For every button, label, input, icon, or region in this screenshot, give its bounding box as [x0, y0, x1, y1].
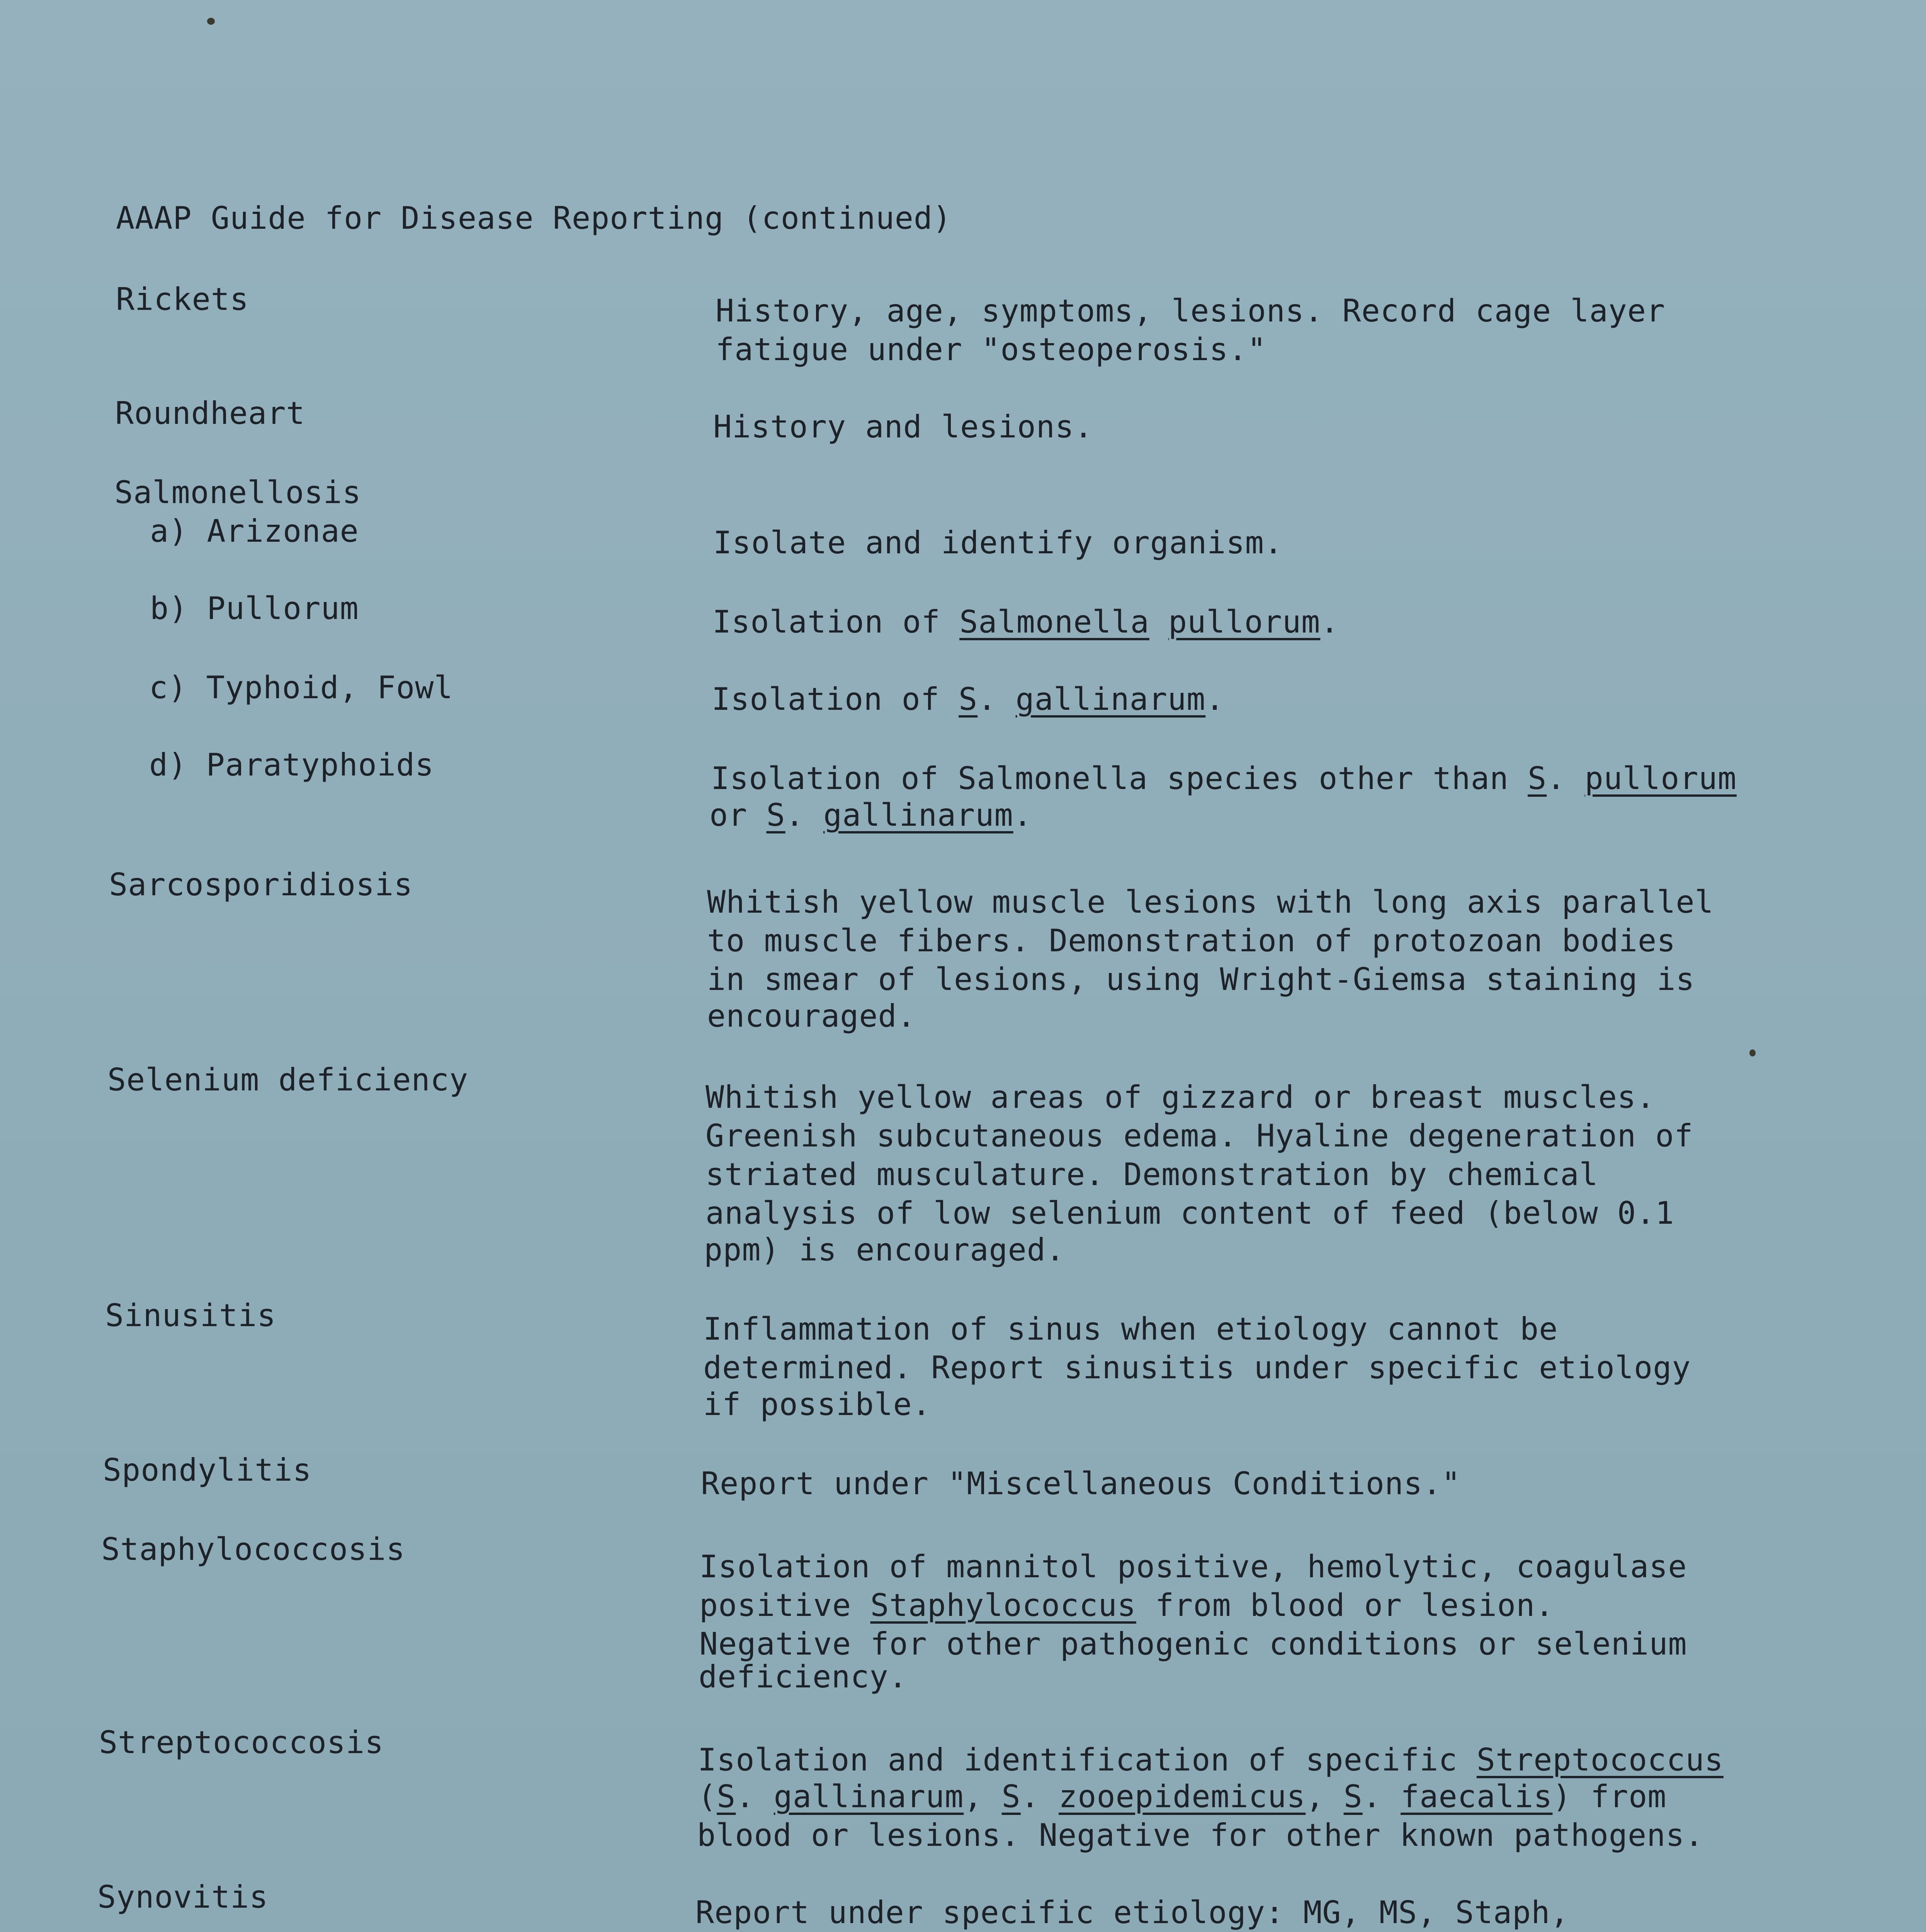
- desc-typhoid-line-1: [712, 680, 1224, 719]
- desc-spondylitis-line-1: Report under "Miscellaneous Conditions.": [701, 1466, 1461, 1502]
- term-paratyphoids: d) Paratyphoids: [149, 747, 434, 783]
- desc-sarcosporidiosis-line-1: Whitish yellow muscle lesions with long axis parallel: [707, 884, 1714, 920]
- text-fragment: ,: [1306, 1779, 1344, 1815]
- text-fragment: Isolation and identification of specific: [698, 1742, 1477, 1778]
- term-sarcosporidiosis: Sarcosporidiosis: [109, 867, 413, 903]
- text-fragment: .: [1013, 797, 1032, 833]
- genus-name: S: [1528, 760, 1547, 796]
- desc-selenium-line-3: striated musculature. Demonstration by chemical: [705, 1156, 1598, 1192]
- text-fragment: Isolation of: [712, 681, 959, 717]
- desc-selenium-line-1: Whitish yellow areas of gizzard or breast muscles.: [705, 1079, 1656, 1115]
- desc-rickets-line-2: fatigue under "osteoperosis.": [716, 332, 1266, 367]
- species-name: faecalis: [1401, 1779, 1553, 1815]
- desc-sinusitis-line-1: Inflammation of sinus when etiology cannot be: [703, 1311, 1558, 1347]
- page-title: AAAP Guide for Disease Reporting (continued): [116, 200, 952, 236]
- genus-name: S: [766, 797, 785, 833]
- desc-synovitis-line-1: Report under specific etiology: MG, MS, Staph,: [695, 1895, 1569, 1930]
- species-name: pullorum: [1168, 604, 1321, 640]
- desc-streptococcosis-line-1: [698, 1741, 1724, 1779]
- desc-streptococcosis-line-3: blood or lesions. Negative for other known pathogens.: [697, 1817, 1704, 1853]
- genus-name: Streptococcus: [1476, 1742, 1724, 1778]
- text-fragment: .: [1362, 1779, 1401, 1815]
- text-fragment: ) from: [1552, 1779, 1667, 1815]
- desc-staphylococcosis-line-1: Isolation of mannitol positive, hemolytic, coagulase: [699, 1549, 1687, 1585]
- desc-sarcosporidiosis-line-4: encouraged.: [707, 998, 916, 1034]
- desc-paratyphoids-line-2: [709, 796, 1032, 835]
- species-name: zooepidemicus: [1059, 1779, 1306, 1815]
- term-typhoid: c) Typhoid, Fowl: [149, 670, 453, 706]
- text-fragment: or: [709, 797, 767, 833]
- desc-roundheart-line-1: History and lesions.: [713, 409, 1093, 445]
- term-selenium-deficiency: Selenium deficiency: [107, 1062, 469, 1098]
- term-arizonae: a) Arizonae: [150, 513, 359, 549]
- text-fragment: .: [785, 797, 823, 833]
- desc-pullorum-line-1: [712, 603, 1339, 641]
- term-rickets: Rickets: [116, 281, 249, 317]
- text-fragment: ,: [964, 1779, 1002, 1815]
- term-synovitis: Synovitis: [97, 1879, 269, 1915]
- term-sinusitis: Sinusitis: [105, 1298, 276, 1333]
- text-fragment: from blood or lesion.: [1136, 1587, 1554, 1623]
- desc-streptococcosis-line-2: [698, 1777, 1666, 1816]
- species-name: gallinarum: [773, 1779, 964, 1815]
- genus-name: Salmonella: [959, 604, 1149, 640]
- text-fragment: (: [698, 1779, 717, 1815]
- species-name: gallinarum: [823, 797, 1013, 833]
- term-staphylococcosis: Staphylococcosis: [101, 1531, 405, 1567]
- desc-sarcosporidiosis-line-2: to muscle fibers. Demonstration of protozoan bodies: [707, 923, 1676, 959]
- species-name: pullorum: [1584, 760, 1737, 796]
- desc-sinusitis-line-3: if possible.: [703, 1386, 931, 1422]
- term-spondylitis: Spondylitis: [103, 1452, 312, 1488]
- desc-arizonae-line-1: Isolate and identify organism.: [713, 525, 1283, 561]
- text-fragment: .: [1205, 681, 1225, 717]
- text-fragment: .: [1547, 760, 1585, 796]
- term-streptococcosis: Streptococcosis: [99, 1725, 384, 1760]
- genus-name: S: [1001, 1779, 1021, 1815]
- desc-rickets-line-1: History, age, symptoms, lesions. Record cage layer: [716, 293, 1666, 329]
- genus-name: S: [959, 681, 978, 717]
- genus-name: S: [1343, 1779, 1363, 1815]
- text-fragment: Isolation of Salmonella species other than: [711, 760, 1528, 796]
- desc-staphylococcosis-line-2: [699, 1586, 1554, 1625]
- text-fragment: .: [1020, 1779, 1059, 1815]
- text-fragment: Isolation of: [712, 604, 960, 640]
- genus-name: S: [717, 1779, 736, 1815]
- term-pullorum: b) Pullorum: [150, 590, 359, 626]
- desc-selenium-line-4: analysis of low selenium content of feed (below 0.1: [705, 1195, 1674, 1231]
- desc-staphylococcosis-line-4: deficiency.: [699, 1659, 908, 1695]
- term-salmonellosis: Salmonellosis: [114, 474, 362, 510]
- desc-paratyphoids-line-1: [711, 759, 1737, 798]
- text-fragment: positive: [699, 1587, 870, 1623]
- desc-staphylococcosis-line-3: Negative for other pathogenic conditions or selenium: [699, 1626, 1687, 1662]
- term-roundheart: Roundheart: [115, 395, 305, 431]
- genus-name: Staphylococcus: [870, 1587, 1136, 1623]
- desc-sinusitis-line-2: determined. Report sinusitis under specific etiology: [703, 1350, 1691, 1386]
- speck-mark: [1749, 1049, 1756, 1056]
- species-name: gallinarum: [1015, 681, 1206, 717]
- desc-sarcosporidiosis-line-3: in smear of lesions, using Wright-Giemsa staining is: [707, 961, 1695, 997]
- text-fragment: .: [1320, 604, 1340, 640]
- desc-selenium-line-2: Greenish subcutaneous edema. Hyaline degeneration of: [705, 1118, 1693, 1154]
- desc-selenium-line-5: ppm) is encouraged.: [704, 1232, 1065, 1268]
- speck-mark: [207, 18, 215, 25]
- text-fragment: .: [977, 681, 1016, 717]
- text-fragment: .: [736, 1779, 774, 1815]
